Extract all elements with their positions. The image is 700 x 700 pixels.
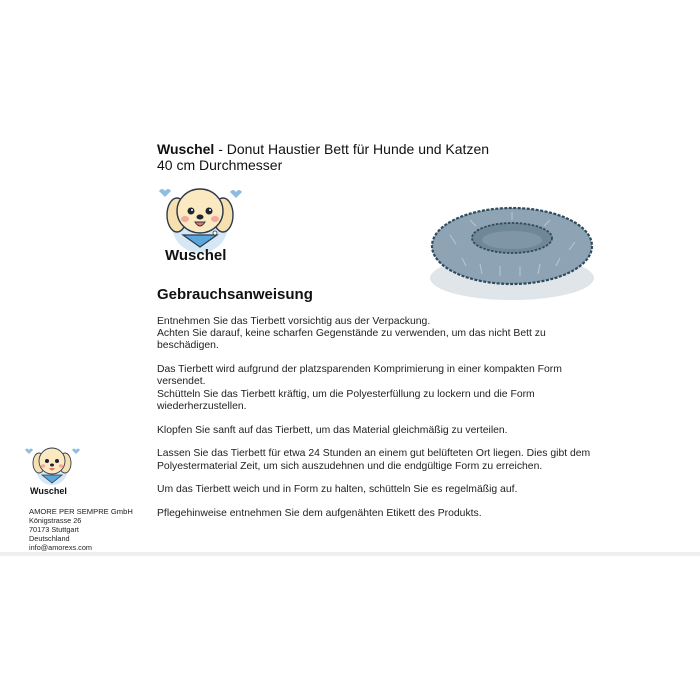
- product-title-line: [157, 141, 489, 157]
- product-size: 40 cm Durchmesser: [157, 157, 283, 173]
- page-separator: [0, 552, 700, 556]
- instruction-paragraph: Um das Tierbett weich und in Form zu halten, schütteln Sie es regelmäßig auf.: [157, 484, 518, 496]
- company-country: Deutschland: [29, 534, 70, 543]
- company-email[interactable]: info@amorexs.com: [29, 543, 92, 552]
- instruction-paragraph: Lassen Sie das Tierbett für etwa 24 Stunden an einem gut belüfteten Ort liegen. Dies gibt dem Polyestermaterial Zeit, um sich auszudehnen und die endgültige Form zu erreichen.: [157, 448, 591, 472]
- product-title: [157, 141, 489, 173]
- dog-mascot-icon: [145, 183, 270, 253]
- product-description: - Donut Haustier Bett für Hunde und Katzen: [214, 141, 490, 157]
- instructions-heading: Gebrauchsanweisung: [157, 286, 313, 303]
- footer-logo: [22, 445, 84, 505]
- donut-pet-bed-image: [420, 190, 605, 310]
- instructions-body: [157, 316, 607, 532]
- company-city: 70173 Stuttgart: [29, 525, 79, 534]
- brand-name: Wuschel: [157, 141, 215, 157]
- instruction-paragraph: Pflegehinweise entnehmen Sie dem aufgenähten Etikett des Produkts.: [157, 508, 482, 520]
- instruction-paragraph: Klopfen Sie sanft auf das Tierbett, um das Material gleichmäßig zu verteilen.: [157, 424, 508, 436]
- brand-logo: [145, 183, 270, 268]
- footer-logo-label: Wuschel: [30, 486, 67, 496]
- company-address: [29, 507, 133, 552]
- company-street: Königstrasse 26: [29, 516, 82, 525]
- dog-mascot-icon: [22, 445, 84, 485]
- company-name: AMORE PER SEMPRE GmbH: [29, 507, 133, 516]
- instruction-paragraph: Das Tierbett wird aufgrund der platzsparenden Komprimierung in einer kompakten Form versendet. Schütteln Sie das Tierbett kräftig, um die Polyesterfüllung zu lockern und die Form wiederherzustellen.: [157, 364, 562, 412]
- instruction-paragraph: Entnehmen Sie das Tierbett vorsichtig aus der Verpackung. Achten Sie darauf, keine scharfen Gegenstände zu verwenden, um das nicht Bett zu beschädigen.: [157, 316, 546, 352]
- product-image: [420, 190, 605, 310]
- logo-label: Wuschel: [165, 247, 227, 264]
